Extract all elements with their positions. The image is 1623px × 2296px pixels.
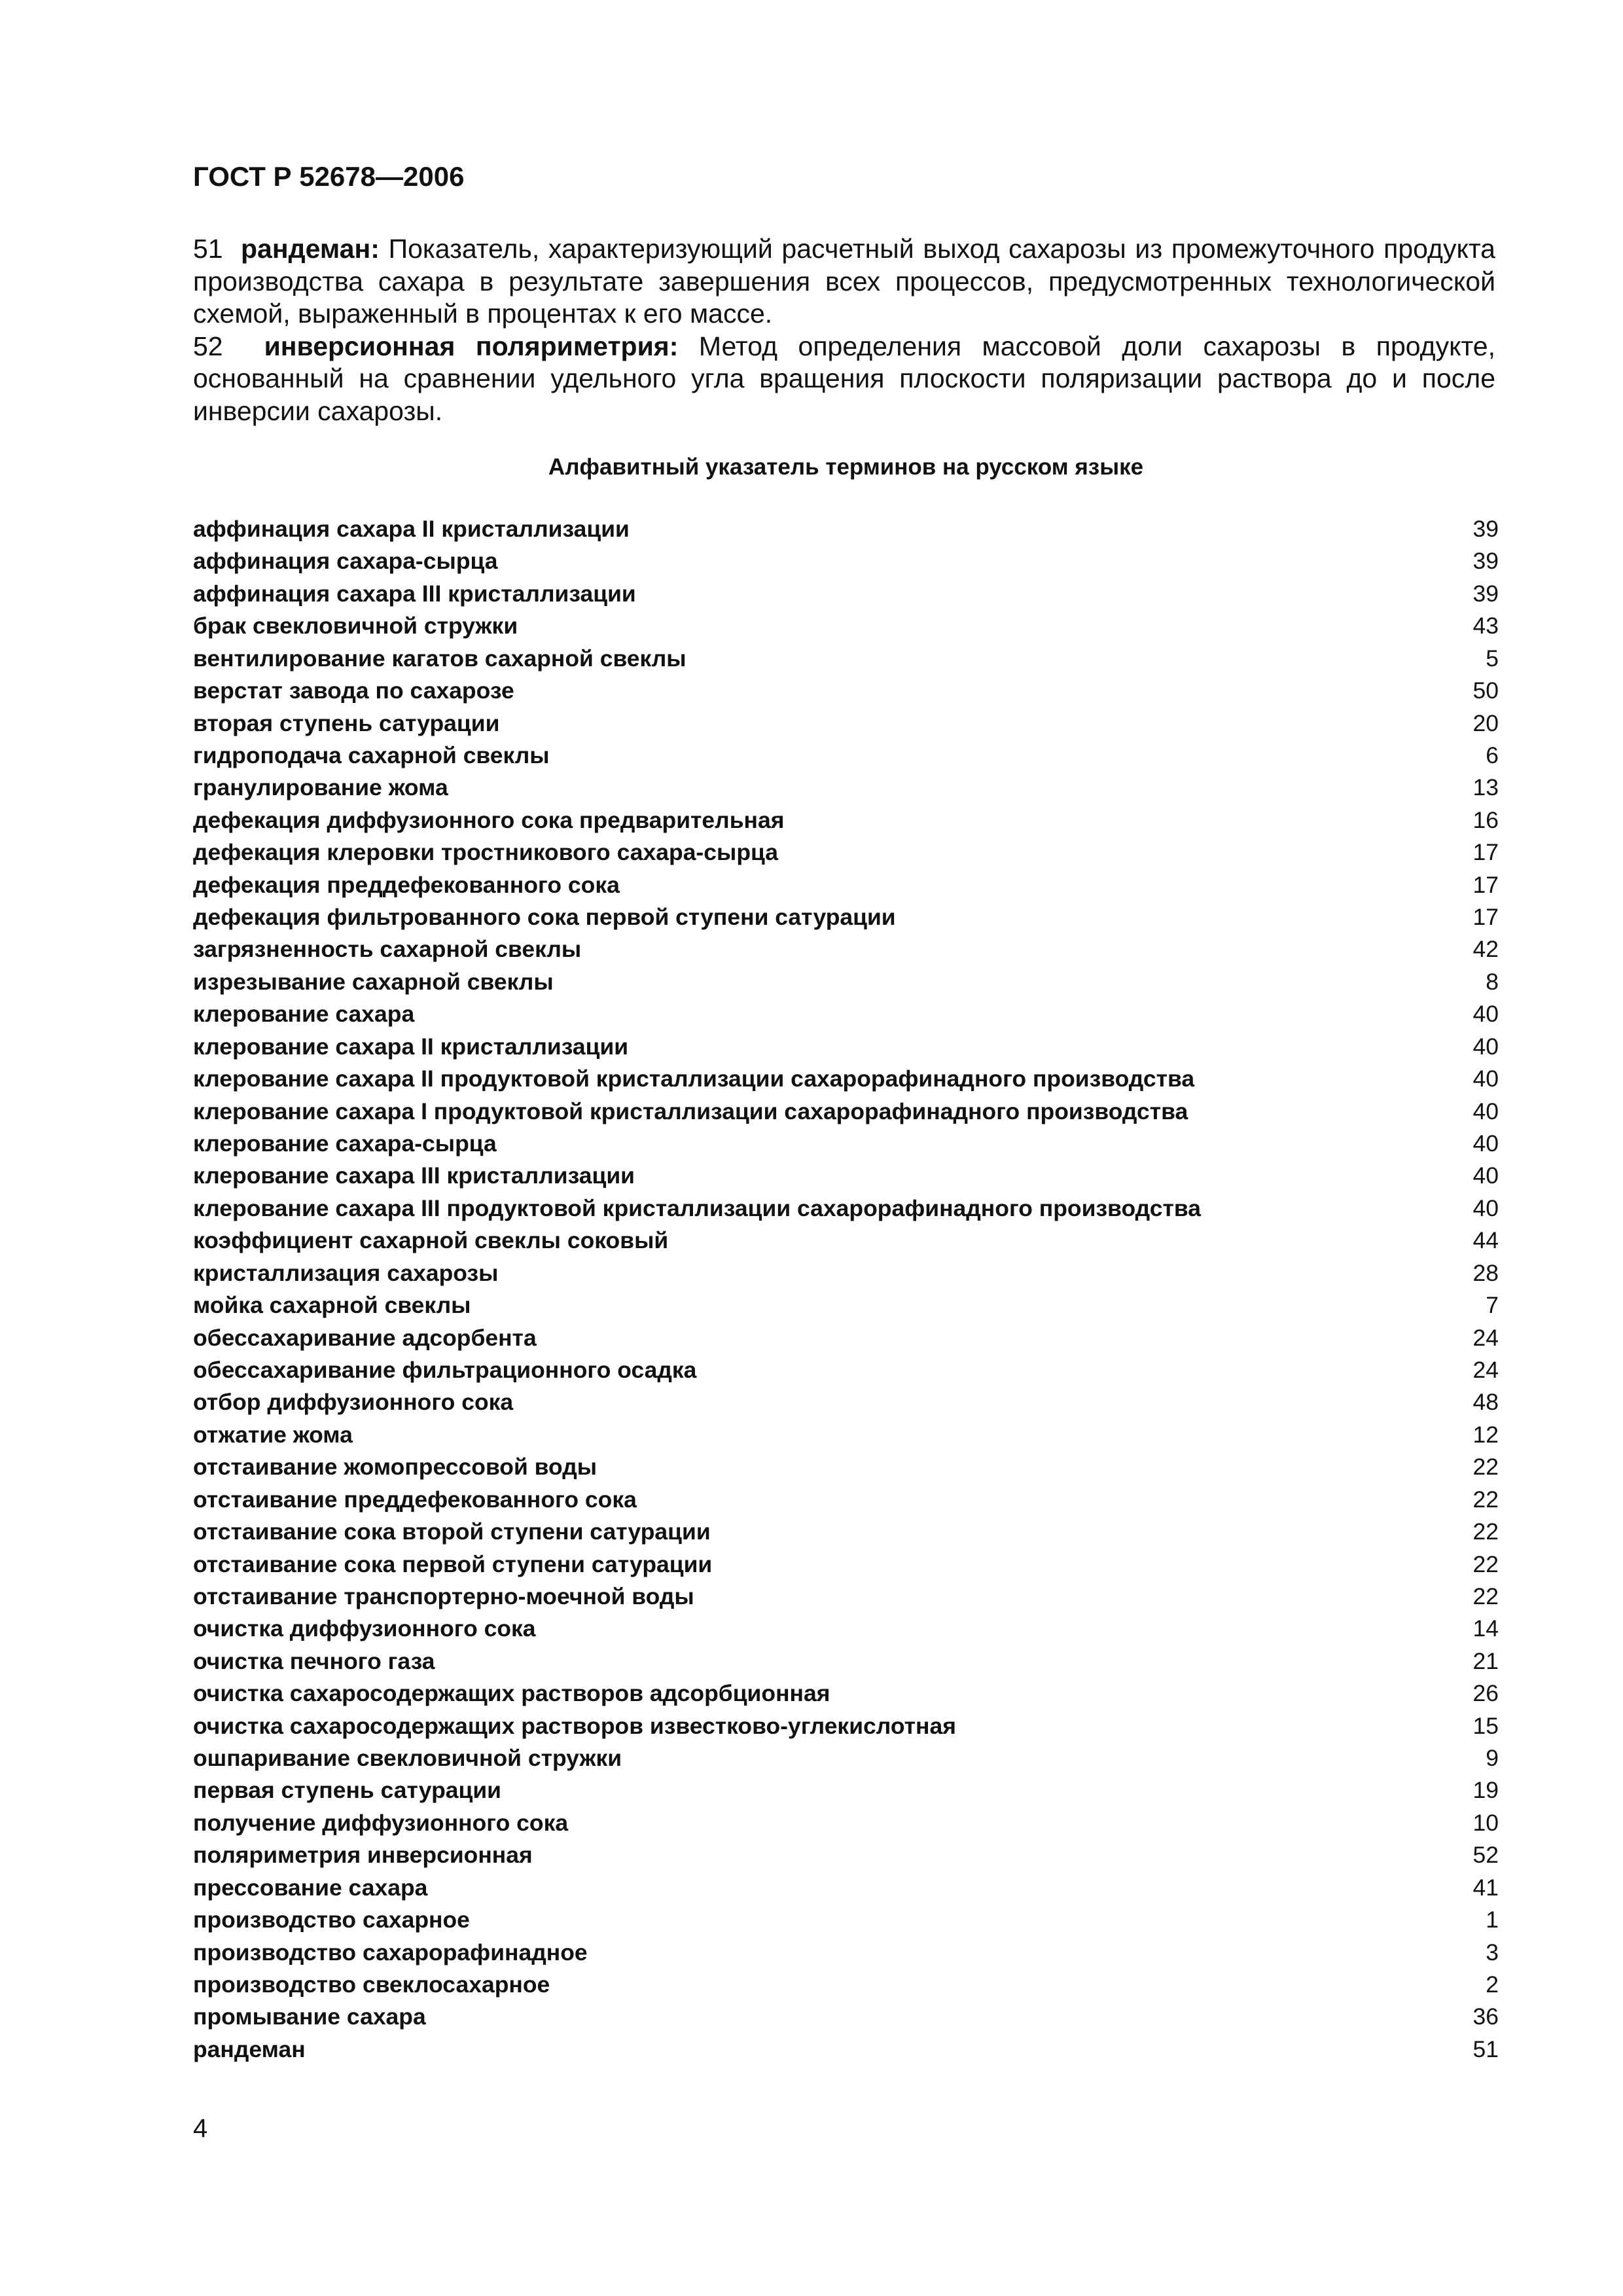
index-term: отбор диффузионного сока	[193, 1389, 514, 1416]
definition-number: 51	[193, 234, 223, 264]
index-page-ref: 5	[1486, 645, 1499, 672]
index-page-ref: 48	[1472, 1389, 1499, 1416]
index-page-ref: 26	[1472, 1680, 1499, 1707]
index-term: обессахаривание адсорбента	[193, 1324, 537, 1351]
index-entry	[193, 740, 1499, 772]
index-page-ref: 40	[1472, 1130, 1499, 1157]
index-entry	[193, 1354, 1499, 1386]
index-term: очистка печного газа	[193, 1647, 435, 1674]
index-page-ref: 41	[1472, 1874, 1499, 1901]
index-entry	[193, 1322, 1499, 1354]
index-page-ref: 20	[1472, 709, 1499, 736]
index-page-ref: 16	[1472, 806, 1499, 833]
index-term: брак свекловичной стружки	[193, 613, 518, 639]
index-term: очистка сахаросодержащих растворов адсорбционная	[193, 1680, 830, 1707]
index-entry	[193, 772, 1499, 804]
index-page-ref: 50	[1472, 677, 1499, 704]
index-entry	[193, 2034, 1499, 2066]
index-entry	[193, 545, 1499, 577]
index-page-ref: 3	[1486, 1939, 1499, 1965]
index-term: дефекация клеровки тростникового сахара-сырца	[193, 839, 779, 866]
index-page-ref: 22	[1472, 1486, 1499, 1513]
index-page-ref: 6	[1486, 742, 1499, 768]
index-term: получение диффузионного сока	[193, 1809, 569, 1836]
index-entry	[193, 966, 1499, 998]
index-page-ref: 42	[1472, 936, 1499, 963]
definition-text: Показатель, характеризующий расчетный выход сахарозы из промежуточного продукта производства сахара в результате завершения всех процессов, предусмотренных технологической схемой, выраженный в процентах к его массе.	[193, 234, 1495, 329]
index-entry	[193, 1969, 1499, 2001]
index-term: дефекация преддефекованного сока	[193, 871, 620, 898]
index-term: рандеман	[193, 2036, 306, 2062]
index-term: обессахаривание фильтрационного осадка	[193, 1356, 697, 1383]
index-term: кристаллизация сахарозы	[193, 1259, 499, 1286]
index-entry	[193, 513, 1499, 545]
index-entry	[193, 836, 1499, 869]
index-entry	[193, 1031, 1499, 1063]
index-entry	[193, 1063, 1499, 1095]
index-page-ref: 28	[1472, 1259, 1499, 1286]
index-page-ref: 24	[1472, 1356, 1499, 1383]
index-entry	[193, 675, 1499, 707]
index-entry	[193, 1128, 1499, 1160]
index-entry	[193, 708, 1499, 740]
index-page-ref: 9	[1486, 1745, 1499, 1772]
definition-number: 52	[193, 331, 223, 361]
index-term: отстаивание сока первой ступени сатурации	[193, 1551, 713, 1577]
index-entry	[193, 1872, 1499, 1904]
index-term: вторая ступень сатурации	[193, 709, 500, 736]
index-page-ref: 40	[1472, 1162, 1499, 1189]
index-term: аффинация сахара-сырца	[193, 548, 498, 575]
index-page-ref: 8	[1486, 968, 1499, 995]
index-entry	[193, 998, 1499, 1030]
index-term: гранулирование жома	[193, 774, 448, 801]
index-entry	[193, 1289, 1499, 1321]
index-entry	[193, 1549, 1499, 1581]
index-entry	[193, 804, 1499, 836]
index-page-ref: 14	[1472, 1615, 1499, 1642]
index-entry	[193, 1645, 1499, 1677]
index-page-ref: 7	[1486, 1292, 1499, 1319]
index-term: поляриметрия инверсионная	[193, 1842, 533, 1869]
index-entry	[193, 1225, 1499, 1257]
index-term: отстаивание сока второй ступени сатурации	[193, 1518, 711, 1545]
index-entry	[193, 1581, 1499, 1613]
index-term: промывание сахара	[193, 2003, 426, 2030]
index-entry	[193, 869, 1499, 901]
index-entry	[193, 1419, 1499, 1451]
index-term: клерование сахара II кристаллизации	[193, 1033, 629, 1060]
index-term: очистка диффузионного сока	[193, 1615, 536, 1642]
index-term: дефекация фильтрованного сока первой ступени сатурации	[193, 904, 896, 931]
index-page-ref: 22	[1472, 1551, 1499, 1577]
index-entry	[193, 1160, 1499, 1192]
index-term: верстат завода по сахарозе	[193, 677, 514, 704]
index-entry	[193, 1677, 1499, 1710]
index-term: производство сахарорафинадное	[193, 1939, 588, 1965]
index-page-ref: 40	[1472, 1194, 1499, 1221]
index-term: прессование сахара	[193, 1874, 428, 1901]
definition-term: инверсионная поляриметрия:	[264, 331, 679, 361]
definition-51	[193, 233, 1495, 331]
definitions-section	[193, 233, 1495, 427]
index-entry	[193, 901, 1499, 933]
index-entry	[193, 2001, 1499, 2033]
index-term: аффинация сахара II кристаллизации	[193, 516, 630, 542]
index-page-ref: 10	[1472, 1809, 1499, 1836]
index-page-ref: 40	[1472, 1001, 1499, 1028]
index-entry	[193, 933, 1499, 965]
definition-text: Метод определения массовой доли сахарозы в продукте, основанный на сравнении удельного угла вращения плоскости поляризации раствора до и после инверсии сахарозы.	[193, 331, 1495, 426]
index-entry	[193, 1710, 1499, 1742]
index-term: гидроподача сахарной свеклы	[193, 742, 550, 768]
index-title: Алфавитный указатель терминов на русском языке	[548, 454, 1144, 480]
document-header: ГОСТ Р 52678—2006	[193, 161, 465, 192]
index-term: аффинация сахара III кристаллизации	[193, 580, 636, 607]
index-term: клерование сахара III кристаллизации	[193, 1162, 635, 1189]
index-entry	[193, 1451, 1499, 1483]
index-entry	[193, 1937, 1499, 1969]
index-entry	[193, 1484, 1499, 1516]
index-term: клерование сахара	[193, 1001, 415, 1028]
index-term: отстаивание жомопрессовой воды	[193, 1454, 597, 1480]
index-entry	[193, 1386, 1499, 1418]
index-page-ref: 1	[1486, 1907, 1499, 1933]
index-term: вентилирование кагатов сахарной свеклы	[193, 645, 687, 672]
index-entry	[193, 578, 1499, 610]
index-page-ref: 2	[1486, 1971, 1499, 1998]
index-entry	[193, 1613, 1499, 1645]
index-term: изрезывание сахарной свеклы	[193, 968, 554, 995]
index-entry	[193, 1096, 1499, 1128]
index-page-ref: 22	[1472, 1454, 1499, 1480]
index-term: коэффициент сахарной свеклы соковый	[193, 1227, 669, 1254]
index-page-ref: 39	[1472, 548, 1499, 575]
index-page-ref: 17	[1472, 904, 1499, 931]
index-term: отстаивание транспортерно-моечной воды	[193, 1583, 694, 1609]
index-term: клерование сахара II продуктовой кристаллизации сахарорафинадного производства	[193, 1066, 1195, 1092]
page-number: 4	[193, 2114, 208, 2143]
index-page-ref: 39	[1472, 516, 1499, 542]
definition-52	[193, 331, 1495, 428]
index-term: мойка сахарной свеклы	[193, 1292, 471, 1319]
index-term: дефекация диффузионного сока предварительная	[193, 806, 785, 833]
index-entry	[193, 610, 1499, 642]
index-page-ref: 22	[1472, 1518, 1499, 1545]
index-term: клерование сахара III продуктовой кристаллизации сахарорафинадного производства	[193, 1194, 1201, 1221]
index-term: очистка сахаросодержащих растворов известково-углекислотная	[193, 1712, 956, 1739]
index-page-ref: 24	[1472, 1324, 1499, 1351]
index-term: производство свеклосахарное	[193, 1971, 550, 1998]
index-list	[193, 513, 1499, 2066]
index-term: производство сахарное	[193, 1907, 470, 1933]
index-page-ref: 40	[1472, 1066, 1499, 1092]
index-term: клерование сахара-сырца	[193, 1130, 497, 1157]
index-page-ref: 52	[1472, 1842, 1499, 1869]
index-term: загрязненность сахарной свеклы	[193, 936, 582, 963]
index-page-ref: 40	[1472, 1033, 1499, 1060]
index-term: отстаивание преддефекованного сока	[193, 1486, 637, 1513]
index-page-ref: 12	[1472, 1421, 1499, 1448]
index-page-ref: 19	[1472, 1777, 1499, 1804]
index-page-ref: 15	[1472, 1712, 1499, 1739]
index-term: ошпаривание свекловичной стружки	[193, 1745, 622, 1772]
index-page-ref: 40	[1472, 1098, 1499, 1124]
index-term: отжатие жома	[193, 1421, 353, 1448]
index-term: первая ступень сатурации	[193, 1777, 501, 1804]
index-term: клерование сахара I продуктовой кристаллизации сахарорафинадного производства	[193, 1098, 1188, 1124]
index-page-ref: 13	[1472, 774, 1499, 801]
index-page-ref: 21	[1472, 1647, 1499, 1674]
index-entry	[193, 1742, 1499, 1774]
index-page-ref: 43	[1472, 613, 1499, 639]
index-entry	[193, 1904, 1499, 1936]
index-entry	[193, 643, 1499, 675]
index-entry	[193, 1839, 1499, 1871]
index-page-ref: 51	[1472, 2036, 1499, 2062]
index-entry	[193, 1257, 1499, 1289]
index-page-ref: 22	[1472, 1583, 1499, 1609]
index-entry	[193, 1807, 1499, 1839]
index-page-ref: 17	[1472, 871, 1499, 898]
index-entry	[193, 1516, 1499, 1548]
index-page-ref: 17	[1472, 839, 1499, 866]
index-page-ref: 36	[1472, 2003, 1499, 2030]
index-entry	[193, 1774, 1499, 1806]
index-page-ref: 44	[1472, 1227, 1499, 1254]
definition-term: рандеман:	[241, 234, 380, 264]
index-entry	[193, 1193, 1499, 1225]
index-page-ref: 39	[1472, 580, 1499, 607]
